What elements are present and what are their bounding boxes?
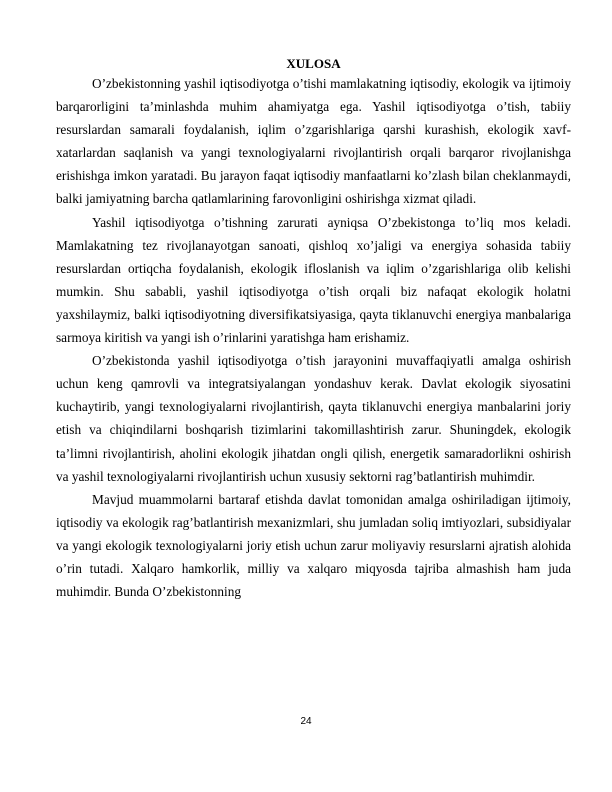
paragraph-4: Mavjud muammolarni bartaraf etishda davlat tomonidan amalga oshiriladigan ijtimoiy, iqtisodiy va ekologik rag’batlantirish mexanizmlari, shu jumladan soliq imtiyozlari, subsidiyalar va yangi ekologik texnologiyalarni joriy etish uchun zarur moliyaviy resurslarni ajratish alohida o’rin tutadi. Xalqaro hamkorlik, milliy va xalqaro miqyosda tajriba almashish ham juda muhimdir. Bunda O’zbekistonning bbox=[56, 491, 571, 600]
page-number: 24 bbox=[300, 716, 312, 727]
section-heading: XULOSA bbox=[286, 56, 341, 71]
paragraph-2: Yashil iqtisodiyotga o’tishning zarurati ayniqsa O’zbekistonga to’liq mos keladi. Mamlakatning tez rivojlanayotgan sanoati, qishloq xo’jaligi va energiya sohasida tabiiy resurslardan ortiqcha foydalanish, ekologik ifloslanish va iqlim o’zgarishlariga olib kelishi mumkin. Shu sababli, yashil iqtisodiyotga o’tish orqali biz nafaqat ekologik holatni yaxshilaymiz, balki iqtisodiyotning diversifikatsiyasiga, qayta tiklanuvchi energiya manbalariga sarmoya kiritish va yangi ish o’rinlarini yaratishga ham erishamiz. bbox=[56, 214, 571, 346]
paragraph-3: O’zbekistonda yashil iqtisodiyotga o’tish jarayonini muvaffaqiyatli amalga oshirish uchun keng qamrovli va integratsiyalangan yondashuv kerak. Davlat ekologik siyosatini kuchaytirib, yangi texnologiyalarni rivojlantirish, qayta tiklanuvchi energiya manbalarini joriy etish va chiqindilarni boshqarish tizimlarini takomillashtirish zarur. Shuningdek, ekologik ta’limni rivojlantirish, aholini ekologik jihatdan ongli qilish, energetik samaradorlikni oshirish va yashil texnologiyalarni rivojlantirish uchun xususiy sektorni rag’batlantirish muhimdir. bbox=[56, 353, 571, 484]
body-text bbox=[56, 72, 571, 603]
paragraph-1: O’zbekistonning yashil iqtisodiyotga o’tishi mamlakatning iqtisodiy, ekologik va ijtimoiy barqarorligini ta’minlashda muhim ahamiyatga ega. Yashil iqtisodiyotga o’tish, tabiiy resurslardan samarali foydalanish, iqlim o’zgarishlariga qarshi kurashish, ekologik xavf-xatarlardan saqlanish va yangi texnologiyalarni rivojlantirish orqali barqaror rivojlanishga erishishga imkon yaratadi. Bu jarayon faqat iqtisodiy manfaatlarni ko’zlash bilan cheklanmaydi, balki jamiyatning barcha qatlamlarining farovonligini oshirishga xizmat qiladi. bbox=[56, 76, 571, 207]
